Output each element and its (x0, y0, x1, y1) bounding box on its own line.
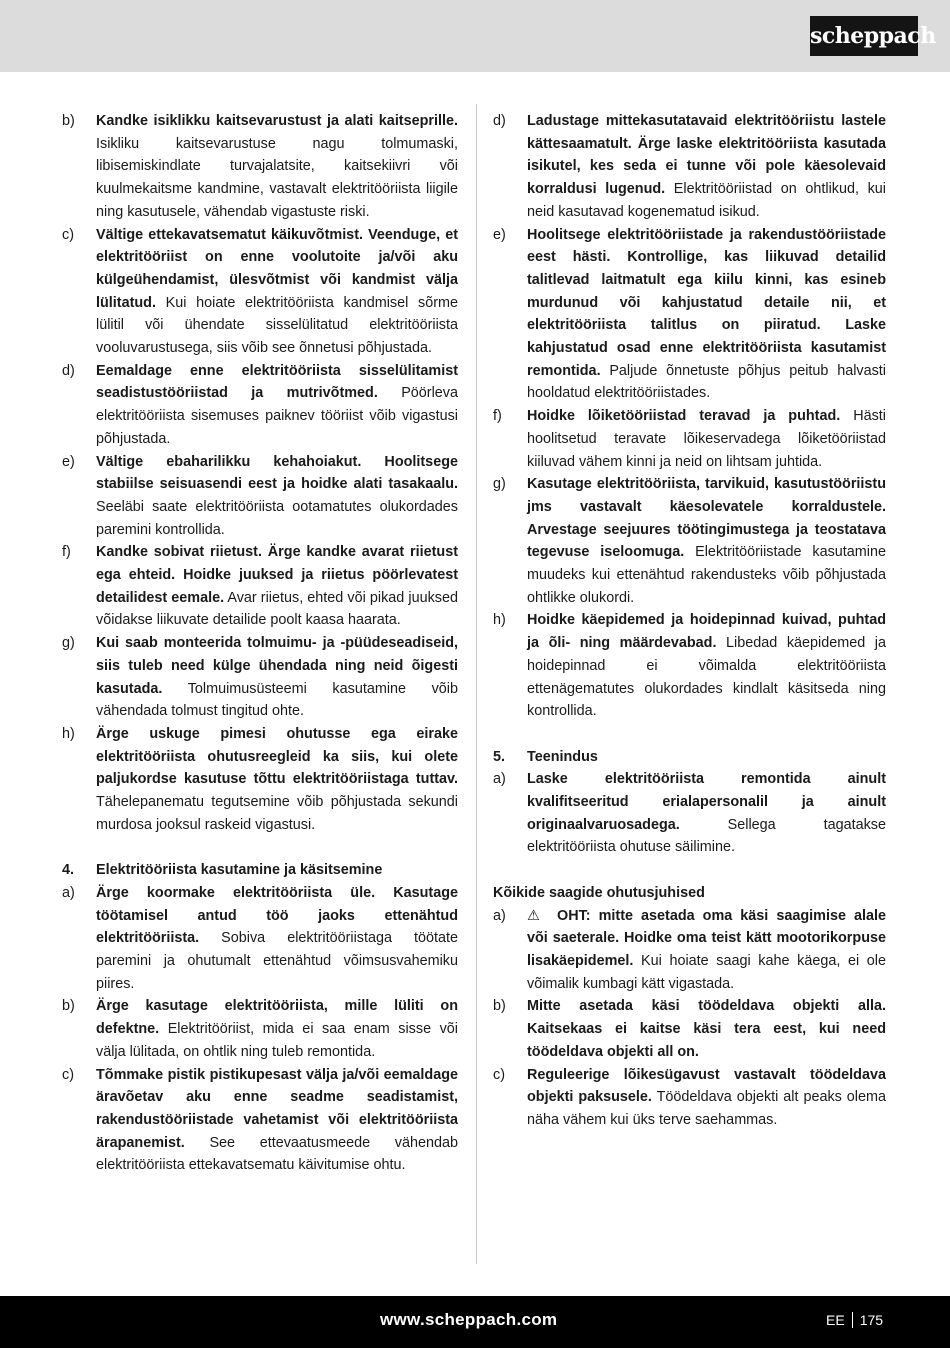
item-regular-text: Elektritööriistade kasutamine muudeks kui ettenähtud rakendusteks võib põhjustada ohtlikke olukordi. (527, 544, 886, 606)
item-marker: h) (62, 725, 75, 742)
list-item (62, 110, 458, 224)
item-text (527, 473, 886, 609)
item-text (527, 905, 886, 996)
item-regular-text: Sobiva elektritööriistaga töötate paremini ja ohutumalt ettenähtud võimsusvahemiku piires. (96, 930, 458, 992)
scheppach-logo: scheppach (810, 16, 918, 56)
item-regular-text: Hästi hoolitsetud teravate lõikeservadega lõiketööriistad kiiluvad vähem kinni ja neid on lihtsam juhtida. (527, 408, 886, 470)
item-regular-text: Avar riietus, ehted või pikad juuksed võidakse liikuvate detailide poolt kaasa haarata. (96, 589, 458, 629)
item-marker: b) (62, 113, 75, 129)
left-items-a (62, 110, 458, 837)
right-items-a (493, 110, 886, 723)
item-marker: g) (493, 476, 506, 493)
item-text (96, 995, 458, 1063)
warning-triangle-icon: ⚠ (527, 907, 540, 924)
item-bold-text: Hoolitsege elektritööriistade ja rakendustööriistade eest hästi. Kontrollige, kas liikuvad detailid talitlevad laitmatult ega kiilu kinni, kas esineb murdunud või kahjustatud detaile nii, et elektritööriista talitlus on piiratud. Laske kahjustatud osad enne elektritööriista kasutamist remontida. (527, 226, 886, 379)
page-number: 175 (859, 1312, 884, 1328)
item-regular-text: See ettevaatusmeede vähendab elektritööriista ettekavatsematu käivitumise ohtu. (96, 1134, 458, 1174)
list-item (493, 224, 886, 406)
item-text (527, 995, 886, 1063)
section-4-number: 4. (62, 862, 75, 879)
item-text (96, 723, 458, 837)
right-column (493, 110, 886, 1132)
item-bold-text: Mitte asetada käsi töödeldava objekti alla. Kaitsekaas ei kaitse käsi tera eest, kui need töödeldava objekti all on. (527, 998, 886, 1060)
list-item (62, 541, 458, 632)
list-item (493, 609, 886, 723)
item-marker: b) (62, 998, 75, 1015)
item-regular-text: Elektritööriist, mida ei saa enam sisse või välja lülitada, on ohtlik ning tuleb remontida. (96, 1021, 458, 1060)
item-marker: g) (62, 635, 75, 652)
item-marker: f) (62, 544, 71, 561)
right-items-c (493, 905, 886, 1132)
page-footer (0, 1296, 950, 1348)
item-regular-text: Kui hoiate saagi kahe käega, ei ole võimalik kumbagi kätt vigastada. (527, 952, 886, 992)
section-5-number: 5. (493, 748, 506, 765)
right-items-b (493, 768, 886, 859)
page-header (0, 0, 950, 72)
item-bold-text: Ärge koormake elektritööriista üle. Kasutage töötamisel antud töö jaoks ettenähtud elektritööriista. (96, 884, 458, 947)
item-text (96, 632, 458, 723)
list-item (493, 405, 886, 473)
item-bold-text: Hoidke käepidemed ja hoidepinnad kuivad, puhtad ja õli- ning määrdevabad. (527, 612, 886, 652)
list-item (62, 632, 458, 723)
list-item (493, 995, 886, 1063)
website-link[interactable]: www.scheppach.com (380, 1310, 558, 1329)
left-items-b (62, 882, 458, 1177)
list-item (62, 451, 458, 542)
item-bold-text: Kui saab monteerida tolmuimu- ja -püüdeseadiseid, siis tuleb need külge ühendada ning neid õigesti kasutada. (96, 635, 458, 697)
item-bold-text: Hoidke lõiketööriistad teravad ja puhtad. (527, 408, 841, 425)
item-text (96, 451, 458, 542)
item-regular-text: Libedad käepidemed ja hoidepinnad ei võimalda elektritööriista ettenägematutes olukordades kindlalt käsitseda ning kontrollida. (527, 635, 886, 720)
item-regular-text: Tolmuimusüsteemi kasutamine võib vähendada tolmust tingitud ohte. (96, 680, 458, 720)
item-text (527, 1064, 886, 1132)
item-bold-text: Ladustage mittekasutatavaid elektritööriistu lastele kättesaamatult. Ärge laske elektritööriista kasutada isikutel, kes seda ei tunne või pole käesolevaid korraldusi lugenud. (527, 113, 886, 198)
left-column (62, 110, 458, 1177)
item-bold-text: Kandke sobivat riietust. Ärge kandke avarat riietust ega ehteid. Hoidke juuksed ja riietus pöörlevatest detailidest eemale. (96, 544, 458, 606)
item-text (96, 224, 458, 360)
item-regular-text: Kui hoiate elektritööriista kandmisel sõrme lülitil või ühendate sisselülitatud elektritööriista vooluvarustusega, siis võib see õnnetusi põhjustada. (96, 294, 458, 357)
item-regular-text: Pöörleva elektritööriista sisemuses paiknev tööriist võib vigastusi põhjustada. (96, 385, 458, 447)
item-text (527, 405, 886, 473)
item-bold-text: Kasutage elektritööriista, tarvikuid, kasutustööriistu jms vastavalt käesolevatele korraldustele. Arvestage seejuures töötingimustega ja teostatava tegevuse iseloomuga. (527, 476, 886, 561)
list-item (493, 1064, 886, 1132)
language-code: EE (826, 1312, 845, 1328)
item-marker: d) (493, 113, 506, 129)
item-bold-text: Tõmmake pistik pistikupesast välja ja/või eemaldage äravõetav aku enne seadme seadistamist, rakendustööriistade vahetamist või elektritööriista ärapanemist. (96, 1066, 458, 1151)
list-item (62, 882, 458, 996)
item-marker: a) (493, 771, 506, 788)
item-marker: d) (62, 362, 75, 379)
column-divider (476, 104, 477, 1264)
item-marker: c) (493, 1066, 505, 1083)
list-item (493, 768, 886, 859)
item-bold-text: OHT: mitte asetada oma käsi saagimise alale või saeterale. Hoidke oma teist kätt mootorikorpuse lisakäepidemel. (527, 907, 886, 969)
item-bold-text: Ärge kasutage elektritööriista, mille lüliti on defektne. (96, 998, 458, 1038)
list-item (62, 723, 458, 837)
item-bold-text: Laske elektritööriista remontida ainult kvalifitseeritud erialapersonalil ja ainult originaalvaruosadega. (527, 771, 886, 833)
item-regular-text: Töödeldava objekti alt peaks olema näha vähem kui üks terve saehammas. (527, 1089, 886, 1128)
item-marker: a) (493, 907, 506, 924)
item-text (96, 1064, 458, 1178)
item-regular-text: Sellega tagatakse elektritööriista ohutuse säilimine. (527, 816, 886, 856)
item-marker: f) (493, 408, 502, 425)
item-regular-text: Tähelepanematu tegutsemine võib põhjustada sekundi murdosa jooksul raskeid vigastusi. (96, 794, 458, 833)
item-bold-text: Kandke isiklikku kaitsevarustust ja alati kaitseprille. (96, 113, 458, 129)
separator-bar (852, 1312, 853, 1328)
item-bold-text: Reguleerige lõikesügavust vastavalt töödeldava objekti paksusele. (527, 1066, 886, 1106)
item-text (527, 224, 886, 406)
section-5-title: Teenindus (527, 748, 598, 765)
list-item (62, 224, 458, 360)
list-item (493, 905, 886, 996)
item-text (96, 541, 458, 632)
section-5-heading (493, 746, 886, 769)
item-bold-text: Vältige ebaharilikku kehahoiakut. Hoolitsege stabiilse seisuasendi eest ja hoidke alati tasakaalu. (96, 453, 458, 493)
section-4-title: Elektritööriista kasutamine ja käsitsemine (96, 862, 383, 879)
item-text (96, 110, 458, 224)
item-text (527, 110, 886, 224)
item-marker: c) (62, 1066, 74, 1083)
section-4-heading (62, 859, 458, 882)
item-bold-text: Vältige ettekavatsematut käikuvõtmist. Veenduge, et elektritööriist on enne voolutoite ja/või aku külgeühendamist, ülesvõtmist või kandmist välja lülitatud. (96, 226, 458, 311)
item-text (527, 768, 886, 859)
item-text (96, 360, 458, 451)
item-regular-text: Isikliku kaitsevarustuse nagu tolmumaski, libisemiskindlate turvajalatsite, kaitsekiivri või kuulmekaitsme kandmine, vastavalt elektritööriista liigile ning kasutusele, vähendab vigastuste riski. (96, 135, 458, 220)
saw-safety-subheading: Kõikide saagide ohutusjuhised (493, 884, 705, 901)
list-item (62, 360, 458, 451)
item-marker: e) (62, 453, 75, 470)
item-marker: b) (493, 998, 506, 1015)
item-regular-text: Seeläbi saate elektritööriista ootamatutes olukordades paremini kontrollida. (96, 498, 458, 538)
item-bold-text: Ärge uskuge pimesi ohutusse ega eirake elektritööriista ohutusreegleid ka siis, kui olete paljukordse kasutuse tõttu elektritööriistaga tuttav. (96, 725, 458, 788)
item-text (527, 609, 886, 723)
item-bold-text: Eemaldage enne elektritööriista sisselülitamist seadistustööriistad ja mutrivõtmed. (96, 362, 458, 402)
item-regular-text: Paljude õnnetuste põhjus peitub halvasti hooldatud elektritööriistades. (527, 362, 886, 402)
page-number-block (826, 1312, 883, 1328)
list-item (62, 1064, 458, 1178)
list-item (62, 995, 458, 1063)
item-marker: e) (493, 226, 506, 243)
item-regular-text: Elektritööriistad on ohtlikud, kui neid kasutavad kogenematud isikud. (527, 181, 886, 220)
list-item (493, 110, 886, 224)
item-marker: h) (493, 612, 506, 629)
item-text (96, 882, 458, 996)
item-marker: a) (62, 884, 75, 901)
list-item (493, 473, 886, 609)
item-marker: c) (62, 226, 74, 243)
